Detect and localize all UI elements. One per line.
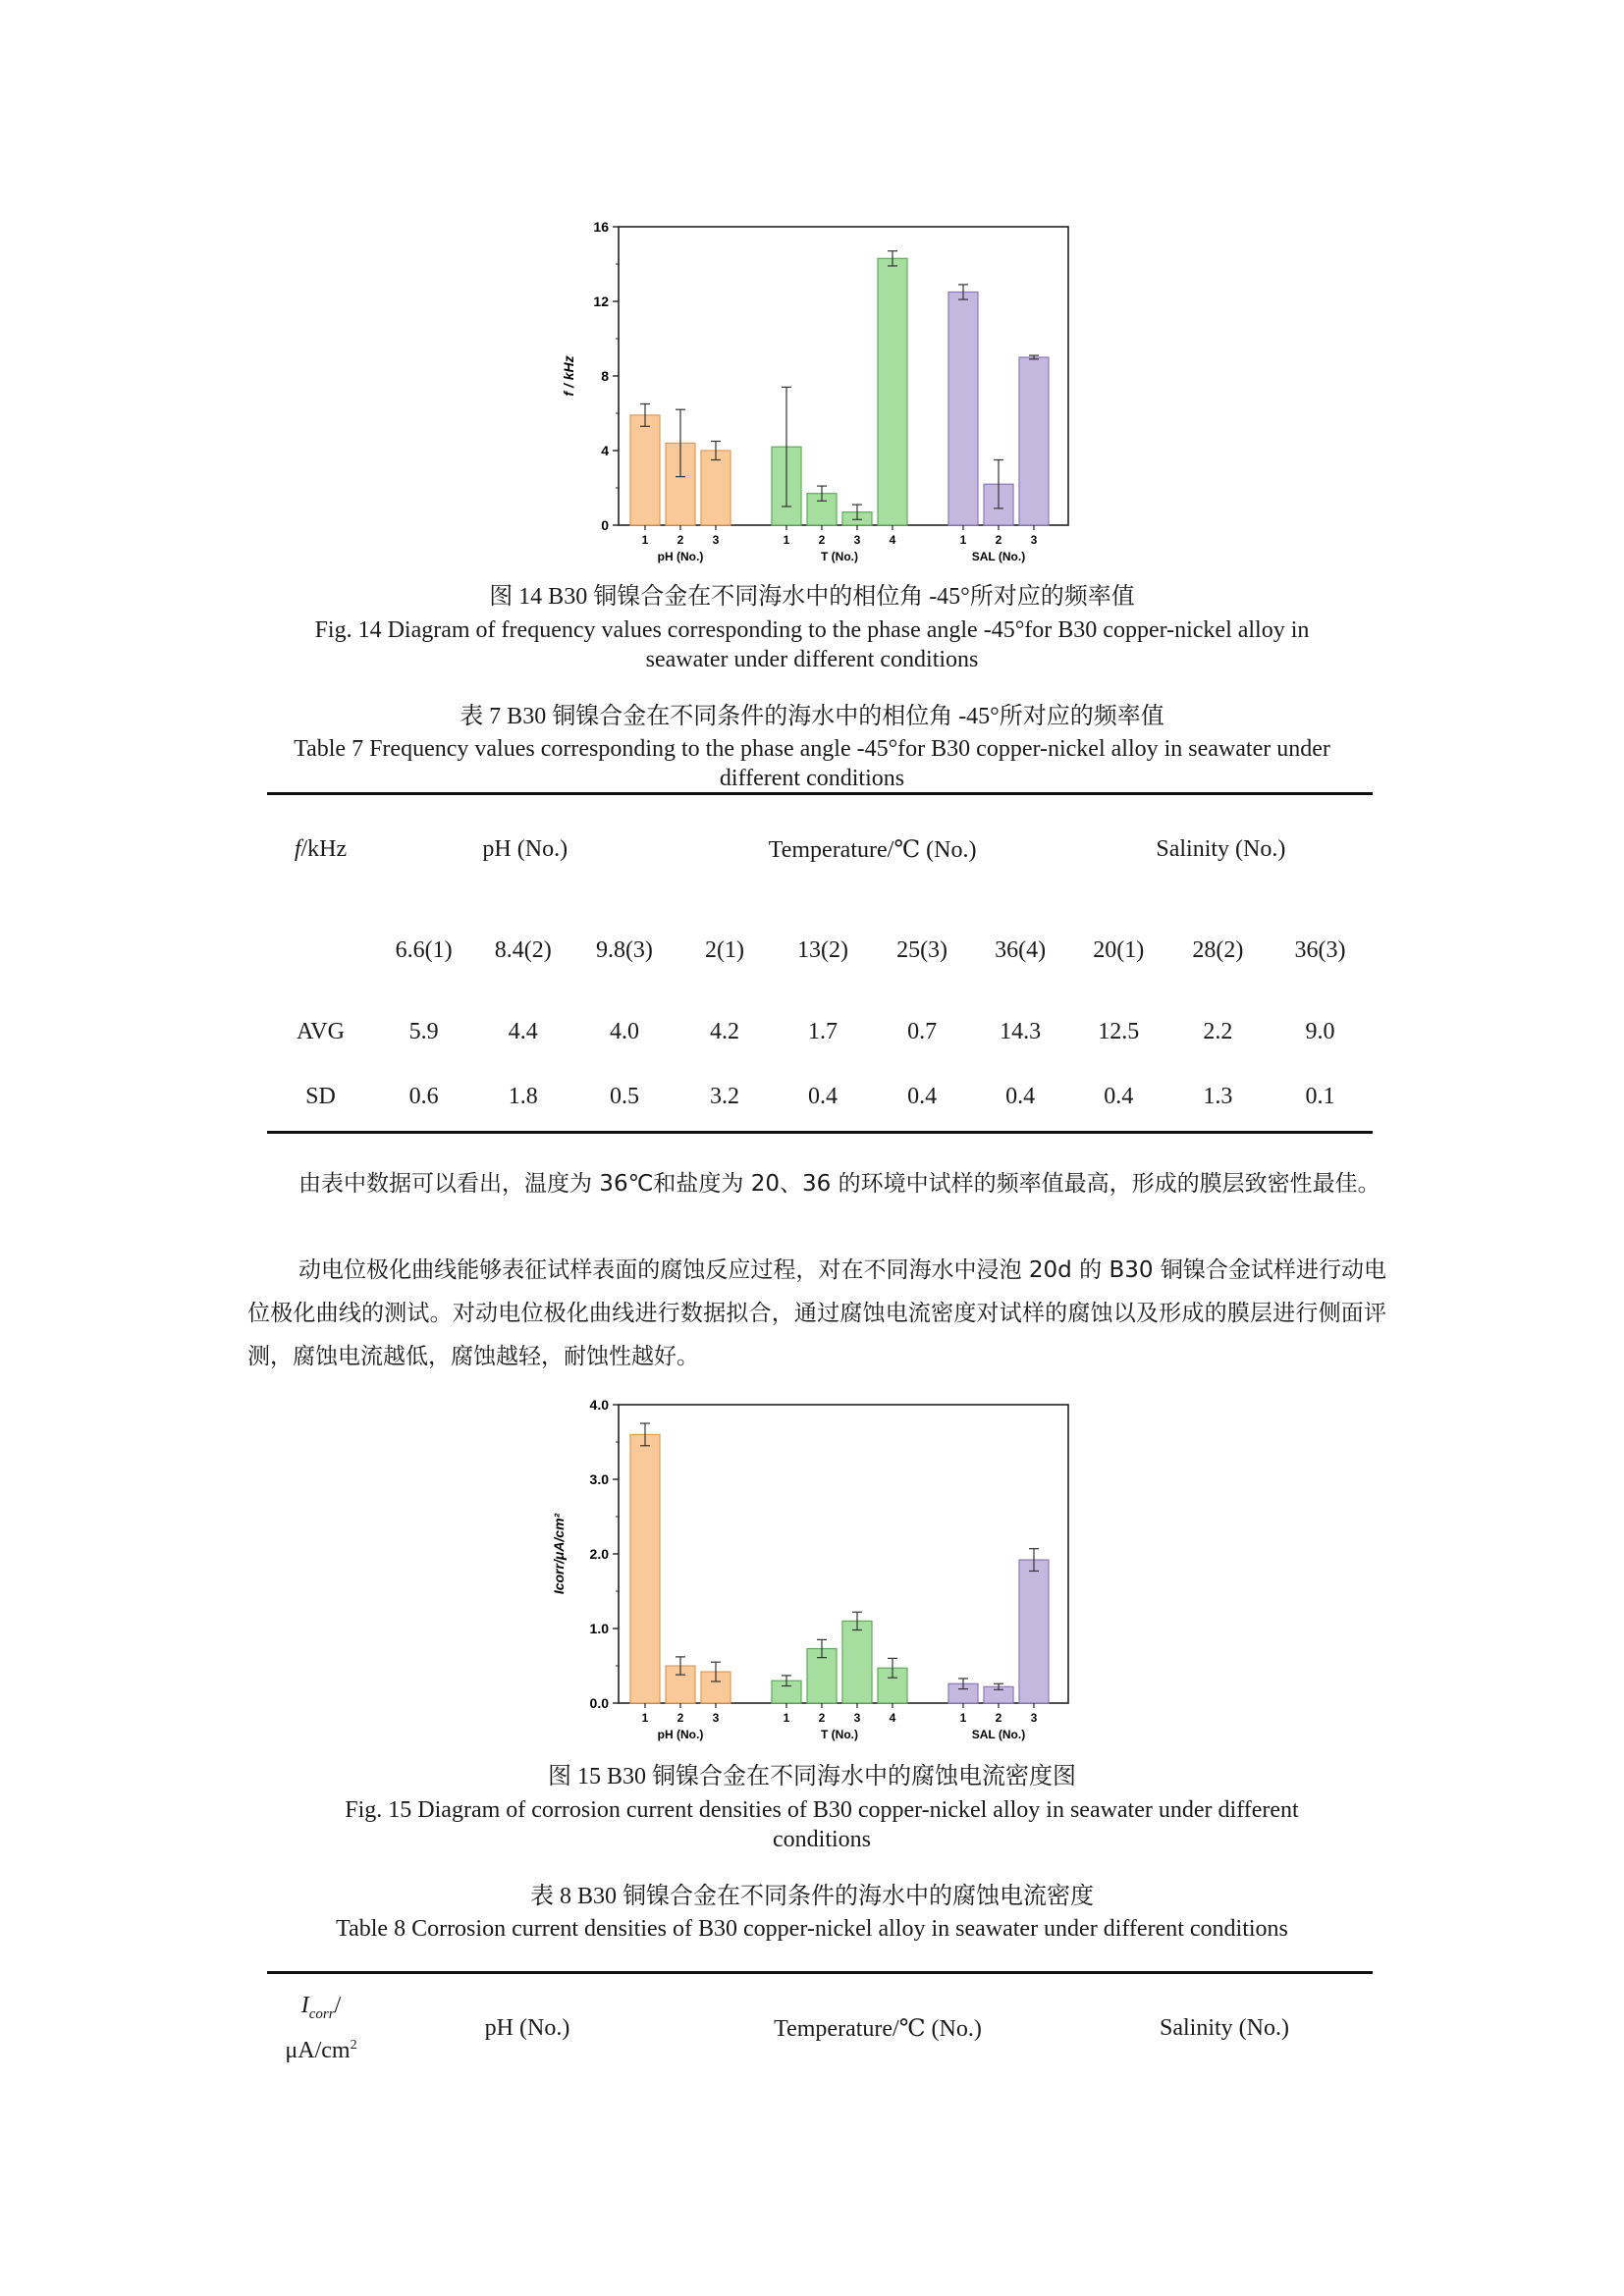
table-7-row-label: SD bbox=[305, 1083, 336, 1109]
bar bbox=[630, 415, 660, 525]
bar bbox=[1019, 1560, 1049, 1703]
table-7-cell: 1.7 bbox=[807, 1018, 838, 1044]
bar bbox=[878, 258, 907, 525]
table-8-group-ph: pH (No.) bbox=[484, 2014, 570, 2041]
table-7-col: 13(2) bbox=[796, 936, 848, 963]
bar bbox=[630, 1434, 660, 1703]
bar bbox=[1019, 357, 1049, 525]
y-tick-label: 3.0 bbox=[589, 1471, 609, 1487]
y-axis-label: Icorr/μA/cm² bbox=[551, 1513, 567, 1595]
figure-15-svg bbox=[542, 1389, 1080, 1752]
figure-15-caption-cn: 图 15 B30 铜镍合金在不同海水中的腐蚀电流密度图 bbox=[547, 1764, 1076, 1789]
x-tick-label: 2 bbox=[818, 1711, 826, 1725]
x-tick-label: 2 bbox=[818, 533, 826, 547]
table-7-cell: 0.4 bbox=[1104, 1083, 1134, 1109]
x-tick-label: 3 bbox=[1030, 1711, 1038, 1725]
x-tick-label: 3 bbox=[712, 1711, 720, 1725]
table-7-col: 6.6(1) bbox=[395, 936, 453, 963]
x-tick-label: 4 bbox=[889, 533, 896, 547]
figure-14-caption-en: Fig. 14 Diagram of frequency values corresponding to the phase angle -45°for B30 copper-nickel alloy in seawater under different conditions bbox=[314, 617, 1310, 672]
y-tick-label: 4 bbox=[601, 443, 609, 458]
y-tick-label: 0 bbox=[601, 517, 609, 533]
x-tick-label: 3 bbox=[853, 1711, 861, 1725]
table-7-cell: 0.5 bbox=[609, 1083, 639, 1109]
figure-14-svg bbox=[550, 211, 1080, 574]
group-label: SAL (No.) bbox=[971, 550, 1026, 563]
table-7-cell: 14.3 bbox=[1000, 1018, 1042, 1044]
y-tick-label: 1.0 bbox=[589, 1621, 609, 1636]
table-8-group-temperature: Temperature/℃ (No.) bbox=[774, 2015, 982, 2042]
x-tick-label: 1 bbox=[783, 1711, 790, 1725]
figure-14-chart bbox=[550, 211, 1080, 574]
table-7-top-rule bbox=[267, 792, 1373, 795]
y-tick-label: 16 bbox=[593, 219, 609, 235]
group-label: T (No.) bbox=[821, 1728, 858, 1741]
figure-14-caption-cn: 图 14 B30 铜镍合金在不同海水中的相位角 -45°所对应的频率值 bbox=[489, 584, 1135, 610]
group-label: SAL (No.) bbox=[971, 1728, 1026, 1741]
table-7-col: 25(3) bbox=[896, 936, 948, 963]
figure-15-chart bbox=[542, 1389, 1080, 1752]
table-7-bottom-rule bbox=[267, 1131, 1373, 1134]
table-7-row-label: AVG bbox=[297, 1018, 345, 1044]
table-8-caption-en: Table 8 Corrosion current densities of B30 copper-nickel alloy in seawater under different conditions bbox=[336, 1916, 1288, 1942]
y-tick-label: 12 bbox=[593, 294, 609, 309]
y-axis-label: f / kHz bbox=[561, 355, 576, 397]
table-7-row-sd bbox=[267, 1064, 1373, 1129]
table-7-col: 28(2) bbox=[1192, 936, 1244, 963]
table-7-caption-cn: 表 7 B30 铜镍合金在不同条件的海水中的相位角 -45°所对应的频率值 bbox=[460, 704, 1164, 729]
table-8-group-salinity: Salinity (No.) bbox=[1160, 2014, 1289, 2041]
table-7-cell: 0.1 bbox=[1305, 1083, 1335, 1109]
bar bbox=[948, 293, 978, 526]
table-8-caption-cn: 表 8 B30 铜镍合金在不同条件的海水中的腐蚀电流密度 bbox=[529, 1884, 1094, 1909]
y-tick-label: 2.0 bbox=[589, 1546, 609, 1562]
table-7-group-temperature: Temperature/℃ (No.) bbox=[768, 836, 977, 863]
table-7-col: 8.4(2) bbox=[494, 936, 552, 963]
x-tick-label: 2 bbox=[995, 1711, 1002, 1725]
x-tick-label: 1 bbox=[959, 533, 967, 547]
table-7-cell: 0.6 bbox=[408, 1083, 439, 1109]
x-tick-label: 3 bbox=[712, 533, 720, 547]
table-7-group-ph: pH (No.) bbox=[482, 835, 568, 862]
table-7-cell: 12.5 bbox=[1098, 1018, 1140, 1044]
x-tick-label: 2 bbox=[677, 533, 684, 547]
table-7-col: 2(1) bbox=[704, 936, 744, 963]
table-7-cell: 5.9 bbox=[408, 1018, 439, 1044]
table-7-unit-label: f/kHz bbox=[294, 835, 348, 862]
table-7-cell: 9.0 bbox=[1305, 1018, 1335, 1044]
bar bbox=[701, 451, 731, 525]
x-tick-label: 1 bbox=[641, 533, 649, 547]
table-8 bbox=[267, 1981, 1373, 2075]
table-7-caption-en: Table 7 Frequency values corresponding to the phase angle -45°for B30 copper-nickel alloy in seawater under different conditions bbox=[294, 736, 1330, 791]
table-7-row-avg bbox=[267, 999, 1373, 1064]
table-7-cell: 2.2 bbox=[1203, 1018, 1233, 1044]
table-7-col: 20(1) bbox=[1093, 936, 1145, 963]
table-7-cell: 4.4 bbox=[508, 1018, 538, 1044]
x-tick-label: 3 bbox=[853, 533, 861, 547]
table-7-cell: 0.4 bbox=[1005, 1083, 1036, 1109]
y-tick-label: 0.0 bbox=[589, 1695, 609, 1711]
table-8-unit-label: $I_{corr}/$ $\mu A/cm^2$ bbox=[285, 1993, 357, 2063]
table-7-cell: 1.3 bbox=[1203, 1083, 1233, 1109]
table-7-col: 9.8(3) bbox=[595, 936, 653, 963]
table-7-cell: 3.2 bbox=[709, 1083, 739, 1109]
table-7-cell: 4.2 bbox=[709, 1018, 739, 1044]
group-label: pH (No.) bbox=[657, 1728, 704, 1741]
x-tick-label: 1 bbox=[641, 1711, 649, 1725]
x-tick-label: 1 bbox=[783, 533, 790, 547]
table-8-group-row bbox=[267, 1981, 1373, 2075]
table-7 bbox=[267, 797, 1373, 1129]
x-tick-label: 1 bbox=[959, 1711, 967, 1725]
x-tick-label: 4 bbox=[889, 1711, 896, 1725]
x-tick-label: 2 bbox=[677, 1711, 684, 1725]
table-7-cell: 0.4 bbox=[807, 1083, 838, 1109]
table-7-col: 36(4) bbox=[995, 936, 1047, 963]
x-tick-label: 2 bbox=[995, 533, 1002, 547]
table-7-cell: 4.0 bbox=[609, 1018, 639, 1044]
table-7-column-row bbox=[267, 901, 1373, 999]
x-tick-label: 3 bbox=[1030, 533, 1038, 547]
body-paragraph-2: 动电位极化曲线能够表征试样表面的腐蚀反应过程，对在不同海水中浸泡 20d 的 B30 铜镍合金试样进行动电位极化曲线的测试。对动电位极化曲线进行数据拟合，通过腐蚀电流密度对试样的腐蚀以及形成的膜层进行侧面评测，腐蚀电流越低，腐蚀越轻，耐蚀性越好。 bbox=[247, 1257, 1386, 1369]
bar bbox=[842, 1621, 872, 1703]
group-label: T (No.) bbox=[821, 550, 858, 563]
table-8-top-rule bbox=[267, 1971, 1373, 1974]
table-7-cell: 1.8 bbox=[508, 1083, 538, 1109]
table-7-cell: 0.7 bbox=[907, 1018, 938, 1044]
y-tick-label: 8 bbox=[601, 368, 609, 384]
group-label: pH (No.) bbox=[657, 550, 704, 563]
table-7-group-row bbox=[267, 797, 1373, 901]
table-7-col: 36(3) bbox=[1294, 936, 1346, 963]
y-tick-label: 4.0 bbox=[589, 1397, 609, 1413]
table-7-cell: 0.4 bbox=[907, 1083, 938, 1109]
table-7-group-salinity: Salinity (No.) bbox=[1156, 835, 1286, 862]
figure-15-caption-en: Fig. 15 Diagram of corrosion current densities of B30 copper-nickel alloy in seawater under different conditions bbox=[345, 1797, 1299, 1852]
body-paragraph-1: 由表中数据可以看出，温度为 36℃和盐度为 20、36 的环境中试样的频率值最高，形成的膜层致密性最佳。 bbox=[298, 1171, 1380, 1197]
